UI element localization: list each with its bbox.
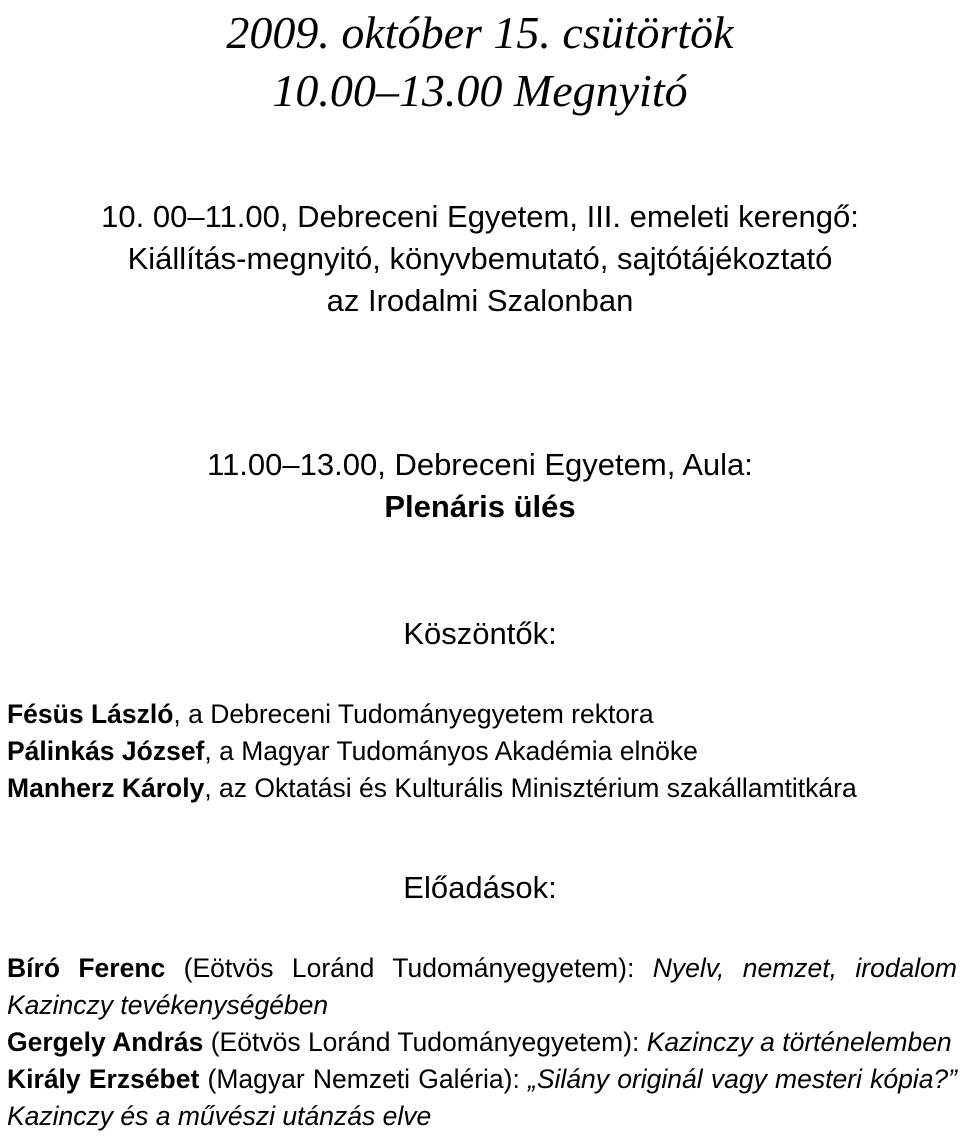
program-header (0, 4, 960, 120)
lecturer-affiliation: (Eötvös Loránd Tudományegyetem): (165, 953, 653, 983)
speaker-name: Fésüs László (7, 699, 174, 729)
lecturer-name: Gergely András (7, 1027, 204, 1057)
lecturer-name: Király Erzsébet (7, 1064, 200, 1094)
speaker-role: , a Magyar Tudományos Akadémia elnöke (204, 736, 698, 766)
speaker-role: , a Debreceni Tudományegyetem rektora (173, 699, 654, 729)
lectures-list (7, 950, 957, 1135)
lecture-item (7, 1024, 957, 1061)
lectures-heading: Előadások: (403, 870, 557, 905)
lecture-title: Nyelv, nemzet, irodalom Kazinczy tevékenységében (7, 953, 957, 1020)
lecturer-name: Bíró Ferenc (7, 953, 166, 983)
speaker-role: , az Oktatási és Kulturális Minisztérium szakállamtitkára (204, 773, 857, 803)
lecture-title: „Silány originál vagy mesteri kópia?” Kazinczy és a művészi utánzás elve (7, 1064, 957, 1131)
speaker-name: Pálinkás József (7, 736, 205, 766)
header-session: 10.00–13.00 Megnyitó (272, 65, 688, 116)
greetings-heading: Köszöntők: (403, 616, 557, 651)
exhibition-events: Kiállítás-megnyitó, könyvbemutató, sajtótájékoztató (127, 241, 833, 276)
lecture-item (7, 950, 957, 1024)
header-date: 2009. október 15. csütörtök (226, 7, 734, 58)
exhibition-location: az Irodalmi Szalonban (326, 283, 634, 318)
greeting-item (7, 696, 957, 733)
lecturer-affiliation: (Eötvös Loránd Tudományegyetem): (203, 1027, 647, 1057)
exhibition-block (0, 196, 960, 322)
greetings-list (7, 696, 957, 807)
lecture-item (7, 1061, 957, 1135)
lecture-title: Kazinczy a történelemben (646, 1027, 952, 1057)
lecturer-affiliation: (Magyar Nemzeti Galéria): (199, 1064, 529, 1094)
plenary-title: Plenáris ülés (384, 489, 576, 524)
speaker-name: Manherz Károly (7, 773, 205, 803)
greeting-item (7, 733, 957, 770)
greeting-item (7, 770, 957, 807)
plenary-block (0, 444, 960, 528)
exhibition-time-venue: 10. 00–11.00, Debreceni Egyetem, III. emeleti kerengő: (101, 199, 859, 234)
plenary-time-venue: 11.00–13.00, Debreceni Egyetem, Aula: (207, 447, 753, 482)
